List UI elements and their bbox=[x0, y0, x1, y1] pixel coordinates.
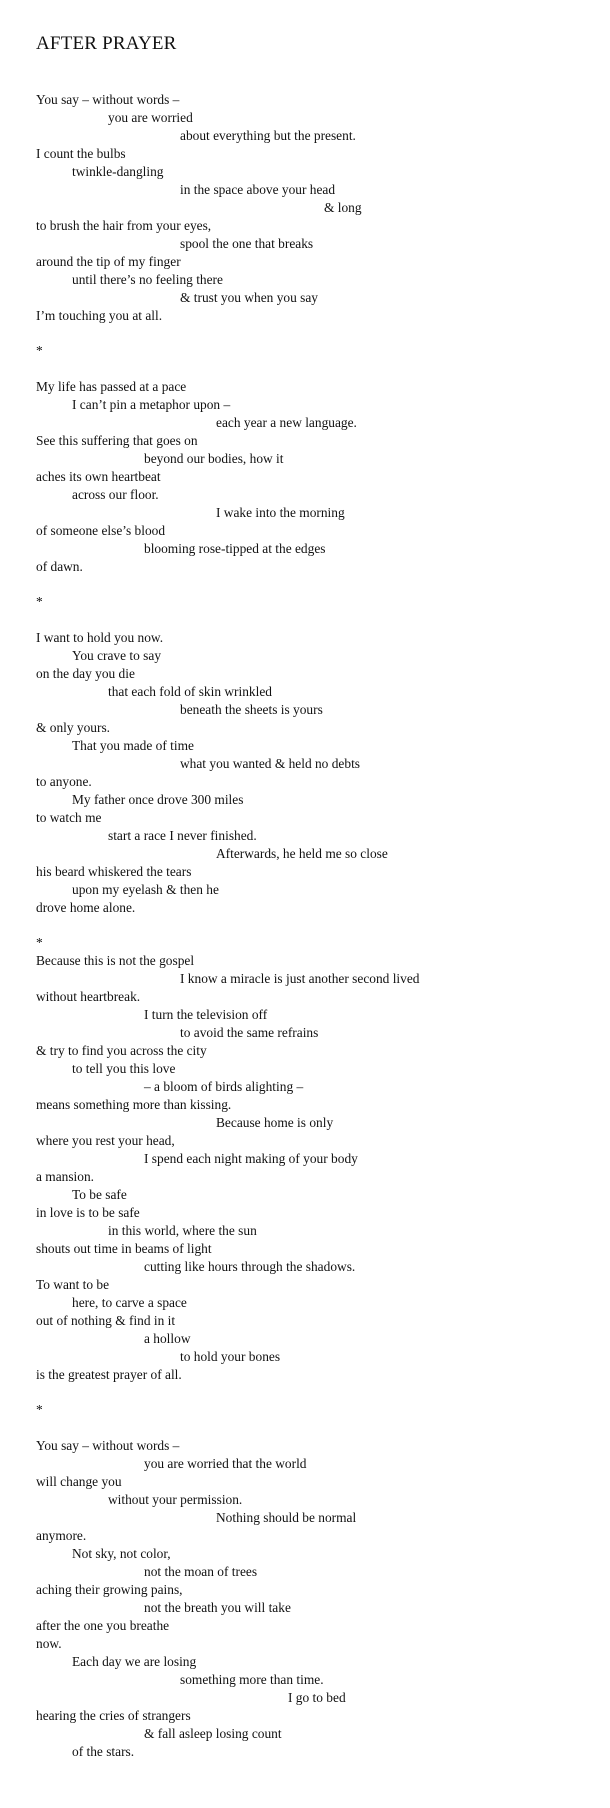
poem-line: you are worried bbox=[108, 110, 193, 125]
poem-line: I go to bed bbox=[288, 1690, 346, 1705]
poem-line: you are worried that the world bbox=[144, 1456, 307, 1471]
stanza bbox=[36, 378, 596, 576]
poem-line: to hold your bones bbox=[180, 1349, 281, 1364]
poem-line: spool the one that breaks bbox=[180, 236, 314, 251]
stanza-gap bbox=[36, 917, 596, 934]
poem-line: I wake into the morning bbox=[216, 505, 345, 520]
stanza bbox=[36, 91, 596, 325]
poem-line: Because home is only bbox=[216, 1115, 334, 1130]
poem-line: You say – without words – bbox=[36, 1438, 180, 1453]
poem-line: without heartbreak. bbox=[36, 989, 141, 1004]
poem-line: in love is to be safe bbox=[36, 1205, 140, 1220]
poem-line: not the moan of trees bbox=[144, 1564, 258, 1579]
poem-line: start a race I never finished. bbox=[108, 828, 257, 843]
poem-line: to watch me bbox=[36, 810, 102, 825]
poem-line: I count the bulbs bbox=[36, 146, 126, 161]
poem-line: & long bbox=[324, 200, 362, 215]
poem-line: each year a new language. bbox=[216, 415, 357, 430]
poem-line: upon my eyelash & then he bbox=[72, 882, 219, 897]
poem-line: I want to hold you now. bbox=[36, 630, 164, 645]
poem-line: something more than time. bbox=[180, 1672, 324, 1687]
poem-line: a mansion. bbox=[36, 1169, 95, 1184]
poem-line: I spend each night making of your body bbox=[144, 1151, 358, 1166]
poem-line: around the tip of my finger bbox=[36, 254, 181, 269]
poem-line: You say – without words – bbox=[36, 92, 180, 107]
poem-line: anymore. bbox=[36, 1528, 87, 1543]
poem-line: after the one you breathe bbox=[36, 1618, 170, 1633]
poem-line: I can’t pin a metaphor upon – bbox=[72, 397, 231, 412]
poem-line: will change you bbox=[36, 1474, 122, 1489]
stanza-separator: * bbox=[36, 935, 43, 950]
poem-line: without your permission. bbox=[108, 1492, 243, 1507]
poem-line: shouts out time in beams of light bbox=[36, 1241, 212, 1256]
poem-line: aches its own heartbeat bbox=[36, 469, 161, 484]
poem-line: & try to find you across the city bbox=[36, 1043, 207, 1058]
poem-line: & fall asleep losing count bbox=[144, 1726, 282, 1741]
poem-line: about everything but the present. bbox=[180, 128, 356, 143]
poem-line: that each fold of skin wrinkled bbox=[108, 684, 272, 699]
stanza-gap bbox=[36, 611, 596, 629]
poem-line: out of nothing & find in it bbox=[36, 1313, 176, 1328]
stanza bbox=[36, 629, 596, 917]
poem-line: Nothing should be normal bbox=[216, 1510, 357, 1525]
stanza-gap bbox=[36, 576, 596, 593]
poem-line: To be safe bbox=[72, 1187, 127, 1202]
poem-line: means something more than kissing. bbox=[36, 1097, 232, 1112]
stanza-separator: * bbox=[36, 1402, 43, 1417]
poem-line: My life has passed at a pace bbox=[36, 379, 187, 394]
poem-line: hearing the cries of strangers bbox=[36, 1708, 191, 1723]
poem-line: To want to be bbox=[36, 1277, 110, 1292]
poem-line: Not sky, not color, bbox=[72, 1546, 171, 1561]
poem-line: not the breath you will take bbox=[144, 1600, 291, 1615]
poem-line: That you made of time bbox=[72, 738, 194, 753]
poem-line: beyond our bodies, how it bbox=[144, 451, 284, 466]
poem-line: My father once drove 300 miles bbox=[72, 792, 244, 807]
poem-line: I turn the television off bbox=[144, 1007, 268, 1022]
poem-line: now. bbox=[36, 1636, 62, 1651]
poem-line: I’m touching you at all. bbox=[36, 308, 163, 323]
poem-line: cutting like hours through the shadows. bbox=[144, 1259, 356, 1274]
poem-line: twinkle-dangling bbox=[72, 164, 164, 179]
poem-line: where you rest your head, bbox=[36, 1133, 175, 1148]
poem-line: his beard whiskered the tears bbox=[36, 864, 192, 879]
poem-line: of the stars. bbox=[72, 1744, 135, 1759]
poem-line: here, to carve a space bbox=[72, 1295, 187, 1310]
poem-line: is the greatest prayer of all. bbox=[36, 1367, 182, 1382]
poem-line: beneath the sheets is yours bbox=[180, 702, 323, 717]
poem-line: until there’s no feeling there bbox=[72, 272, 223, 287]
poem-body bbox=[36, 91, 596, 1761]
stanza-separator: * bbox=[36, 594, 43, 609]
stanza-separator: * bbox=[36, 343, 43, 358]
poem-line: blooming rose-tipped at the edges bbox=[144, 541, 326, 556]
poem-line: in this world, where the sun bbox=[108, 1223, 257, 1238]
poem-line: to brush the hair from your eyes, bbox=[36, 218, 212, 233]
stanza-gap bbox=[36, 1384, 596, 1401]
poem-line: See this suffering that goes on bbox=[36, 433, 198, 448]
poem-line: & trust you when you say bbox=[180, 290, 318, 305]
poem-line: Each day we are losing bbox=[72, 1654, 197, 1669]
poem-line: aching their growing pains, bbox=[36, 1582, 183, 1597]
stanza bbox=[36, 952, 596, 1384]
stanza-gap bbox=[36, 325, 596, 342]
stanza-gap bbox=[36, 1419, 596, 1437]
poem-line: – a bloom of birds alighting – bbox=[144, 1079, 304, 1094]
stanza bbox=[36, 1437, 596, 1761]
stanza-gap bbox=[36, 360, 596, 378]
poem-line: I know a miracle is just another second lived bbox=[180, 971, 420, 986]
poem-line: drove home alone. bbox=[36, 900, 136, 915]
poem-line: You crave to say bbox=[72, 648, 162, 663]
poem-line: on the day you die bbox=[36, 666, 135, 681]
poem-line: of dawn. bbox=[36, 559, 83, 574]
poem-line: to avoid the same refrains bbox=[180, 1025, 319, 1040]
poem-line: Afterwards, he held me so close bbox=[216, 846, 388, 861]
poem-line: Because this is not the gospel bbox=[36, 953, 195, 968]
poem-line: to tell you this love bbox=[72, 1061, 176, 1076]
poem-line: what you wanted & held no debts bbox=[180, 756, 360, 771]
poem-line: in the space above your head bbox=[180, 182, 336, 197]
poem-line: a hollow bbox=[144, 1331, 191, 1346]
poem-line: across our floor. bbox=[72, 487, 159, 502]
poem-title: AFTER PRAYER bbox=[36, 33, 177, 54]
poem-line: & only yours. bbox=[36, 720, 111, 735]
poem-line: to anyone. bbox=[36, 774, 92, 789]
poem-line: of someone else’s blood bbox=[36, 523, 166, 538]
